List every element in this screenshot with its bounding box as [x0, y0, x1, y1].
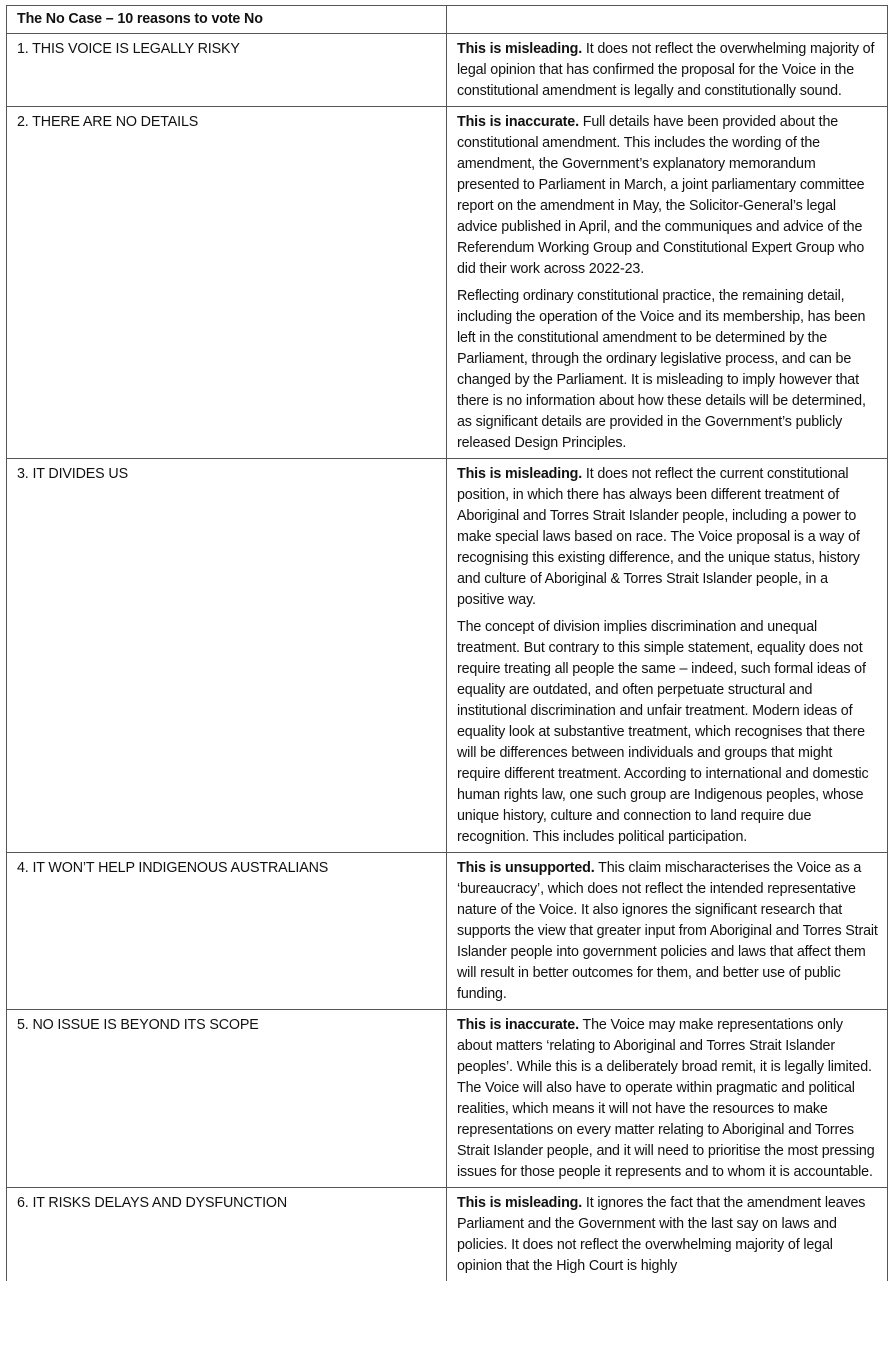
- response-text: It does not reflect the overwhelming majority of legal opinion that has confirmed the proposal for the Voice in the constitutional amendment is legally and constitutionally sound.: [457, 41, 875, 99]
- table-title: The No Case – 10 reasons to vote No: [7, 6, 447, 34]
- response-paragraph: Reflecting ordinary constitutional practice, the remaining detail, including the operation of the Voice and its membership, has been left in the constitutional amendment to be determined by the Parliament, through the ordinary legislative process, and can be changed by the Parliament. It is misleading to imply however that there is no information about how these details will be determined, as significant details are provided in the Government’s publicly released Design Principles.: [457, 288, 866, 451]
- response-text: This claim mischaracterises the Voice as a ‘bureaucracy’, which does not reflect the intended representative nature of the Voice. It also ignores the significant research that supports the view that greater input from Aboriginal and Torres Strait Islander people into government policies and laws that affect them will result in better outcomes for them, and better use of public funding.: [457, 860, 878, 1002]
- table-header-empty-cell: [447, 6, 888, 34]
- response-paragraph: [457, 1015, 879, 1183]
- table-row: [7, 107, 888, 459]
- verdict-label: This is inaccurate.: [457, 114, 579, 130]
- table-header-row: [7, 6, 888, 34]
- claim-cell: 1. THIS VOICE IS LEGALLY RISKY: [7, 34, 447, 107]
- verdict-label: This is unsupported.: [457, 860, 595, 876]
- response-paragraph: [457, 1193, 879, 1277]
- claim-cell: 5. NO ISSUE IS BEYOND ITS SCOPE: [7, 1010, 447, 1188]
- claim-cell: 2. THERE ARE NO DETAILS: [7, 107, 447, 459]
- response-paragraph: [457, 39, 879, 102]
- response-text: It does not reflect the current constitutional position, in which there has always been different treatment of Aboriginal and Torres Strait Islander people, including a power to make special laws based on race. The Voice proposal is a way of recognising this existing difference, and the unique status, history and culture of Aboriginal & Torres Strait Islander people, in a positive way.: [457, 466, 860, 608]
- response-paragraph: [457, 858, 879, 1005]
- response-paragraph: The concept of division implies discrimination and unequal treatment. But contrary to this simple statement, equality does not require treating all people the same – indeed, such formal ideas of equality are outdated, and often perpetuate structural and institutional discrimination and unfair treatment. Modern ideas of equality look at substantive treatment, which recognises that there will be differences between individuals and groups that might require different treatment. According to international and domestic human rights law, one such group are Indigenous peoples, whose unique history, culture and connection to land require due recognition. This includes political participation.: [457, 619, 869, 845]
- claim-cell: 6. IT RISKS DELAYS AND DYSFUNCTION: [7, 1188, 447, 1282]
- verdict-label: This is misleading.: [457, 466, 583, 482]
- verdict-label: This is misleading.: [457, 41, 583, 57]
- response-cell: [447, 459, 888, 853]
- response-cell: [447, 107, 888, 459]
- claim-cell: 3. IT DIVIDES US: [7, 459, 447, 853]
- response-paragraph: [457, 464, 879, 611]
- table-row: [7, 1010, 888, 1188]
- response-paragraph: [457, 112, 879, 280]
- response-cell: [447, 1010, 888, 1188]
- claim-cell: 4. IT WON’T HELP INDIGENOUS AUSTRALIANS: [7, 853, 447, 1010]
- table-row: [7, 1188, 888, 1282]
- verdict-label: This is inaccurate.: [457, 1017, 579, 1033]
- response-cell: [447, 1188, 888, 1282]
- table-row: [7, 853, 888, 1010]
- response-text: The Voice may make representations only about matters ‘relating to Aboriginal and Torres Strait Islander peoples’. While this is a deliberately broad remit, it is legally limited. The Voice will also have to operate within pragmatic and political realities, which means it will not have the resources to make representations on every matter relating to Aboriginal and Torres Strait Islander people, and it will need to prioritise the most pressing issues for those people it represents and to whom it is accountable.: [457, 1017, 875, 1180]
- no-case-table: [6, 5, 888, 1281]
- table-row: [7, 459, 888, 853]
- verdict-label: This is misleading.: [457, 1195, 583, 1211]
- response-text: It ignores the fact that the amendment leaves Parliament and the Government with the last say on laws and policies. It does not reflect the overwhelming majority of legal opinion that the High Court is highly: [457, 1195, 866, 1274]
- table-row: [7, 34, 888, 107]
- response-text: Full details have been provided about the constitutional amendment. This includes the wording of the amendment, the Government’s explanatory memorandum presented to Parliament in March, a joint parliamentary committee report on the amendment in May, the Solicitor-General’s legal advice published in April, and the communiques and advice of the Referendum Working Group and Constitutional Expert Group who did their work across 2022-23.: [457, 114, 865, 277]
- response-cell: [447, 853, 888, 1010]
- response-cell: [447, 34, 888, 107]
